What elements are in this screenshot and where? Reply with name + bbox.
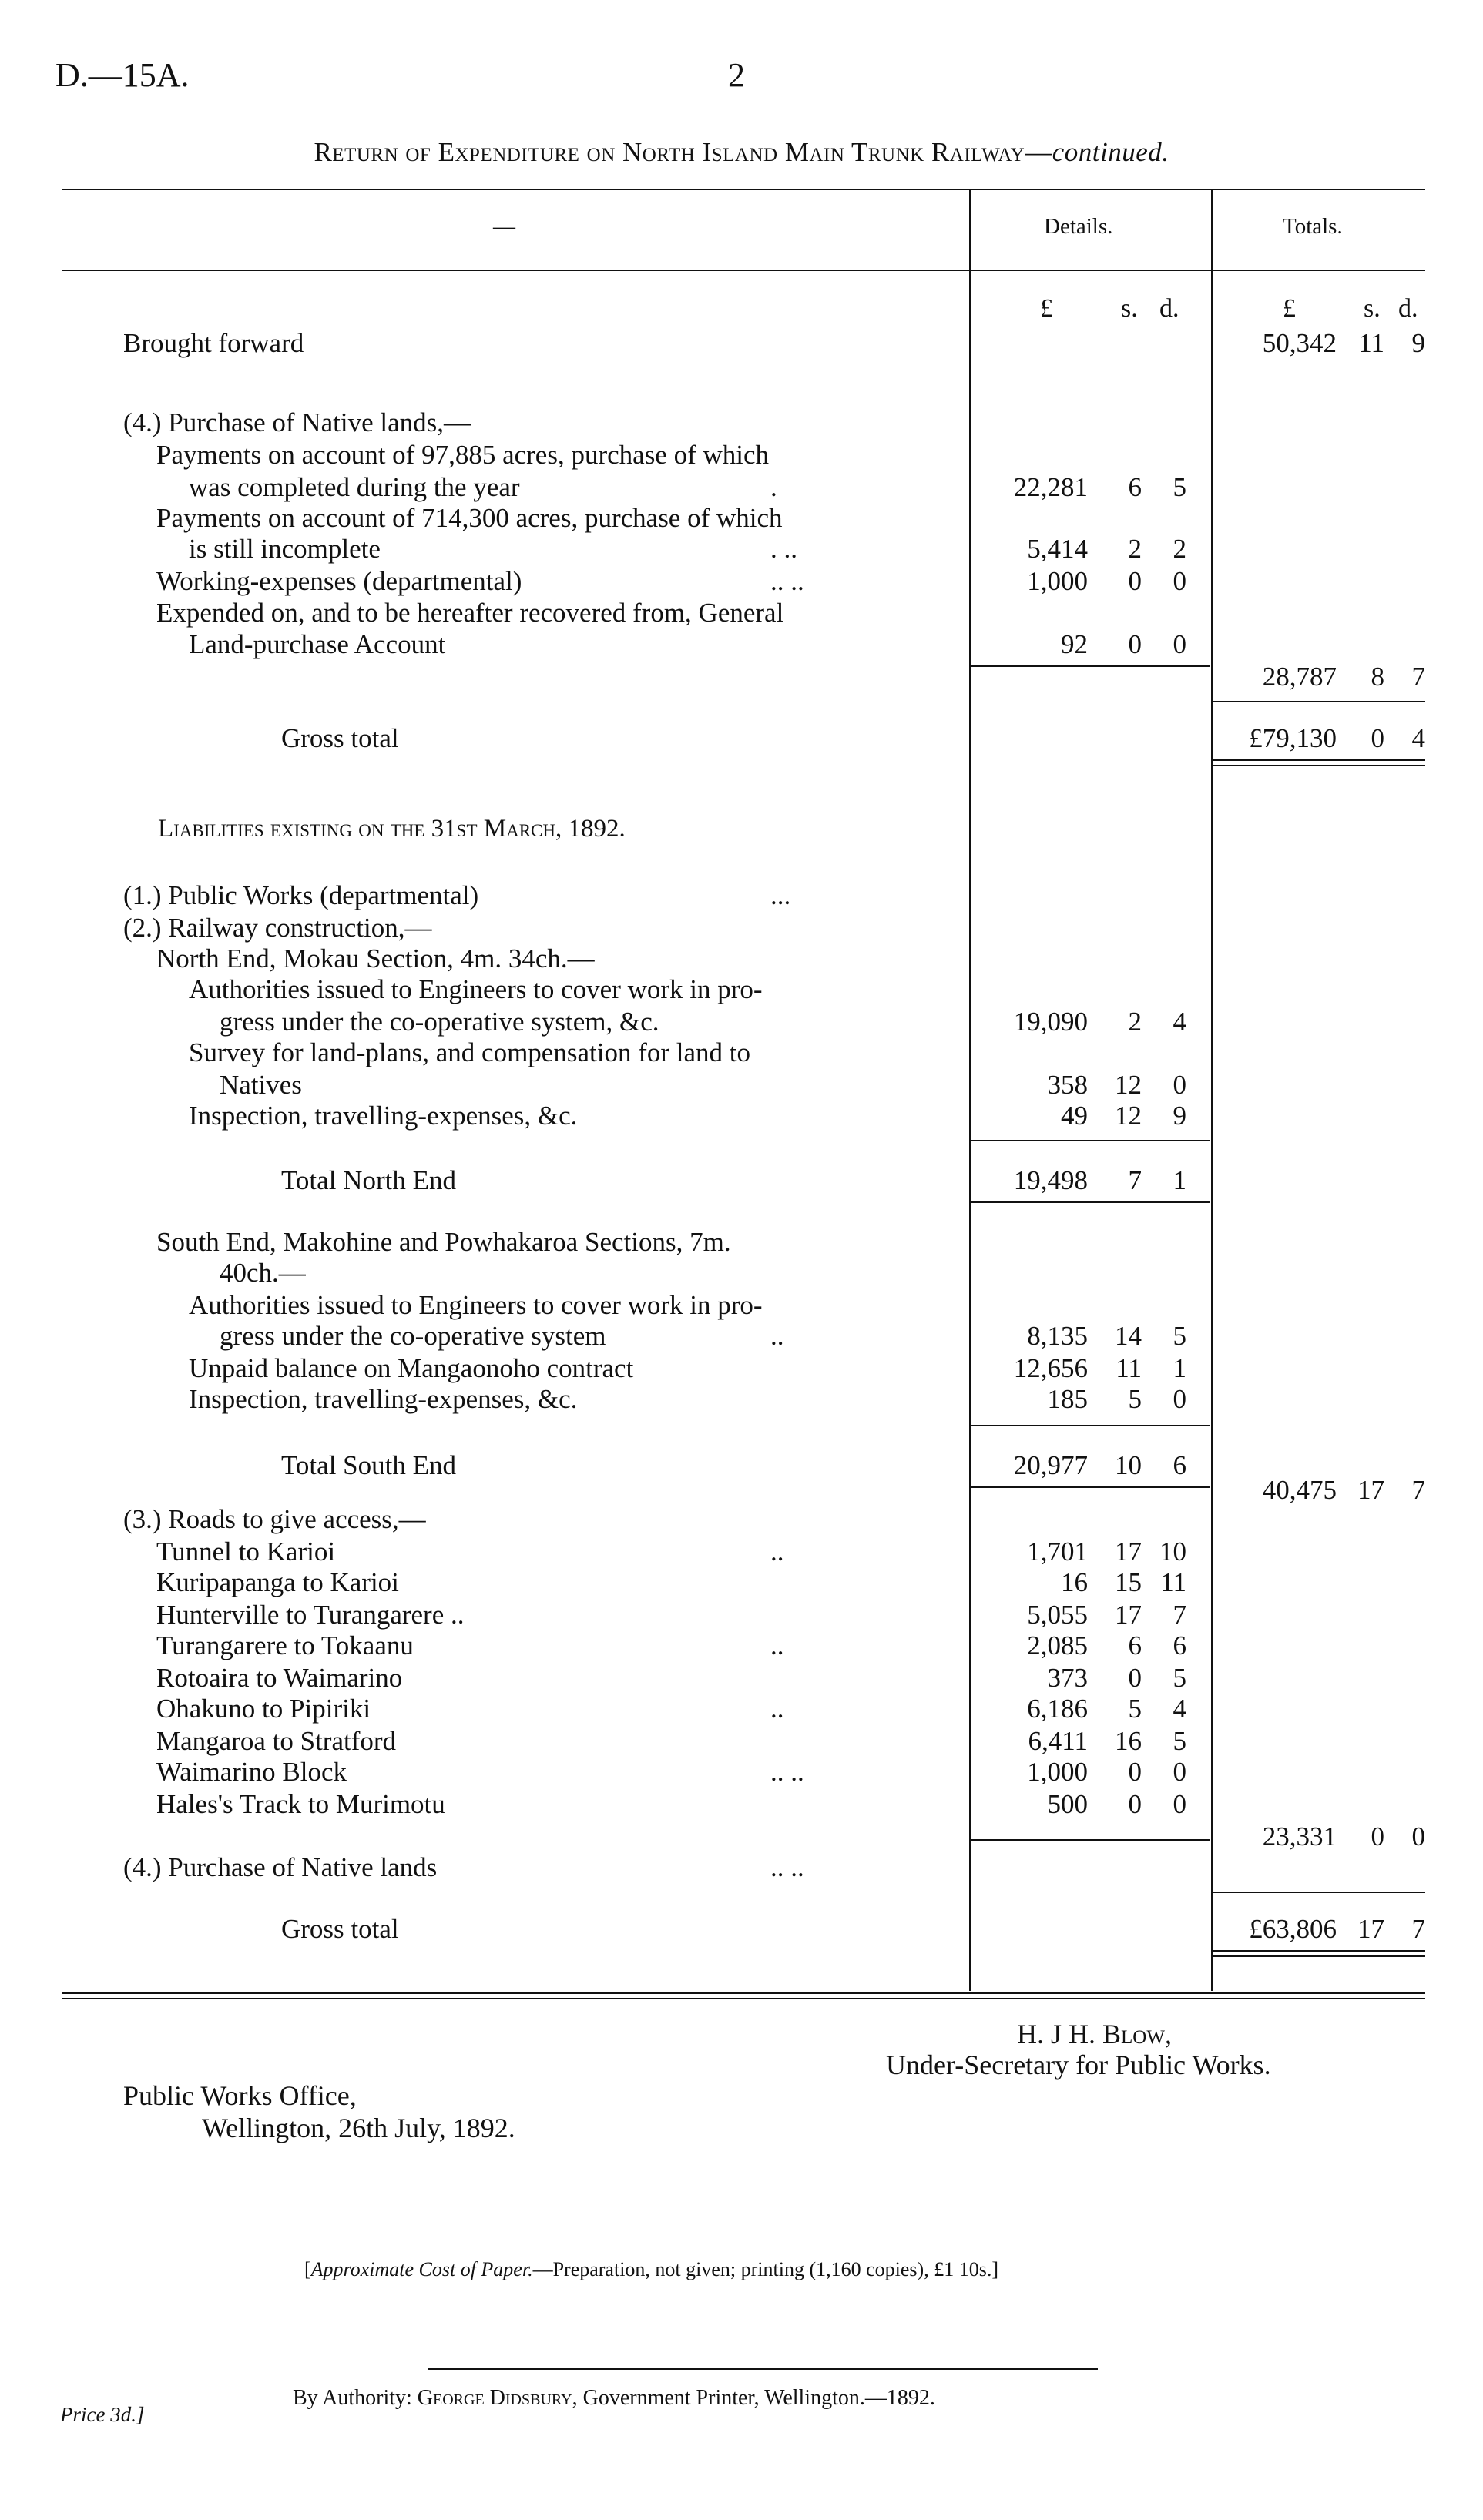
det-pence: 5 (1173, 1663, 1186, 1693)
row-label: Waimarino Block (156, 1757, 347, 1787)
rule-gross-total-1-double (1213, 759, 1425, 761)
det-pounds: 19,498 (1013, 1165, 1088, 1195)
table-bottom-rule-2 (62, 1998, 1425, 1999)
row-label: Gross total (281, 1914, 399, 1944)
table-row (0, 1567, 1483, 1599)
det-pence: 11 (1160, 1567, 1186, 1597)
det-shillings: 5 (1128, 1384, 1142, 1414)
det-pounds: 5,055 (1027, 1600, 1088, 1630)
signatory-name (1017, 2018, 1172, 2050)
totals-shilling-header: s. (1364, 294, 1381, 323)
page-title (0, 137, 1483, 168)
det-pounds: 12,656 (1013, 1353, 1088, 1383)
leader-dots: . .. (770, 534, 797, 564)
row-label: Survey for land-plans, and compensation for land to (189, 1037, 750, 1067)
rule-gross-total-2-top (1213, 1892, 1425, 1893)
table-row (0, 1756, 1483, 1788)
leader-dots: . (770, 472, 777, 502)
table-row (0, 597, 1483, 629)
table-row (0, 471, 1483, 504)
office-line-2: Wellington, 26th July, 1892. (202, 2113, 515, 2143)
det-pounds: 373 (1047, 1663, 1088, 1693)
tot-shillings: 17 (1357, 1475, 1384, 1505)
row-label: (4.) Purchase of Native lands,— (123, 407, 471, 437)
det-pounds: 6,186 (1027, 1694, 1088, 1724)
tot-pounds: £63,806 (1249, 1914, 1337, 1944)
row-label: Authorities issued to Engineers to cover work in pro- (189, 1290, 763, 1320)
tot-pence: 9 (1411, 328, 1425, 358)
table-row (0, 1662, 1483, 1694)
table-row (0, 1320, 1483, 1352)
leader-dots: .. (770, 1536, 784, 1567)
office-line-1: Public Works Office, (123, 2080, 357, 2111)
price (60, 2403, 144, 2427)
det-pence: 0 (1173, 629, 1186, 659)
header-bottom-rule (62, 270, 1425, 271)
row-label: Ohakuno to Pipiriki (156, 1694, 371, 1724)
row-label: (2.) Railway construction,— (123, 913, 432, 943)
det-shillings: 0 (1128, 1757, 1142, 1787)
det-pence: 4 (1173, 1694, 1186, 1724)
det-pounds: 6,411 (1028, 1726, 1088, 1756)
row-label: gress under the co-operative system (220, 1321, 606, 1351)
det-pounds: 500 (1047, 1789, 1088, 1819)
row-label: Turangarere to Tokaanu (156, 1630, 414, 1660)
price-text: Price 3d.] (60, 2403, 145, 2426)
tot-pence: 0 (1411, 1821, 1425, 1851)
det-pounds: 16 (1061, 1567, 1088, 1597)
row-label: Payments on account of 97,885 acres, purchase of which (156, 440, 770, 470)
row-label: Kuripapanga to Karioi (156, 1567, 399, 1597)
rule-north-end-top (971, 1140, 1210, 1141)
leader-dots: .. (770, 1321, 784, 1351)
row-label: Hales's Track to Murimotu (156, 1789, 445, 1819)
leader-dots: .. .. (770, 566, 804, 596)
table-row (0, 661, 1483, 693)
det-pence: 5 (1173, 1726, 1186, 1756)
table-row (0, 912, 1483, 944)
table-row (0, 628, 1483, 661)
title-suffix: continued. (1052, 137, 1169, 167)
det-pence: 0 (1173, 1070, 1186, 1100)
imprint-rule (428, 2368, 1098, 2370)
table-row (0, 1693, 1483, 1725)
table-row (0, 1503, 1483, 1536)
table-row (0, 1257, 1483, 1289)
table-row (0, 439, 1483, 471)
det-pounds: 2,085 (1027, 1630, 1088, 1660)
tot-pence: 4 (1411, 723, 1425, 753)
rule-gross-total-1-double-b (1213, 765, 1425, 766)
det-pence: 1 (1173, 1165, 1186, 1195)
tot-pounds: 50,342 (1262, 328, 1337, 358)
det-shillings: 16 (1115, 1726, 1142, 1756)
imprint-printer: George Didsbury, (417, 2386, 578, 2410)
row-label: South End, Makohine and Powhakaroa Sections, 7m. (156, 1227, 731, 1257)
tot-shillings: 11 (1358, 328, 1384, 358)
table-row (0, 1006, 1483, 1038)
table-row (0, 943, 1483, 975)
row-label: North End, Mokau Section, 4m. 34ch.— (156, 943, 595, 973)
table-row (0, 1037, 1483, 1069)
det-shillings: 6 (1128, 1630, 1142, 1660)
rule-gross-total-2-bottom (1213, 1950, 1425, 1952)
table-row (0, 973, 1483, 1006)
row-label: Total South End (281, 1450, 456, 1480)
table-row (0, 880, 1483, 912)
row-label: 40ch.— (220, 1258, 306, 1288)
det-shillings: 0 (1128, 566, 1142, 596)
table-row (0, 1383, 1483, 1416)
det-pounds: 92 (1061, 629, 1088, 659)
det-pounds: 1,701 (1027, 1536, 1088, 1567)
det-shillings: 0 (1128, 1789, 1142, 1819)
det-shillings: 7 (1128, 1165, 1142, 1195)
row-label: Hunterville to Turangarere .. (156, 1600, 465, 1630)
cost-note: [Approximate Cost of Paper.—Preparation, not given; printing (1,160 copies), £1 10s.] (304, 2258, 998, 2280)
row-label: is still incomplete (189, 534, 381, 564)
det-shillings: 17 (1115, 1536, 1142, 1567)
totals-pound-header: £ (1283, 294, 1296, 323)
table-row (0, 1821, 1483, 1853)
table-row (0, 565, 1483, 598)
row-label: (1.) Public Works (departmental) (123, 880, 479, 910)
table-row (0, 1100, 1483, 1132)
det-shillings: 0 (1128, 1663, 1142, 1693)
row-label: Working-expenses (departmental) (156, 566, 522, 596)
table-row (0, 813, 1483, 845)
table-row (0, 1536, 1483, 1568)
row-label: Expended on, and to be hereafter recovered from, General (156, 598, 784, 628)
tot-shillings: 0 (1371, 1821, 1384, 1851)
det-pence: 0 (1173, 1757, 1186, 1787)
imprint-rest: Government Printer, Wellington.—1892. (582, 2386, 935, 2410)
tot-pounds: 40,475 (1262, 1475, 1337, 1505)
det-pence: 7 (1173, 1600, 1186, 1630)
table-row (0, 1788, 1483, 1821)
table-row (0, 327, 1483, 360)
table-top-rule (62, 189, 1425, 190)
row-label: Tunnel to Karioi (156, 1536, 336, 1567)
table-row (0, 502, 1483, 534)
det-shillings: 15 (1115, 1567, 1142, 1597)
rule-south-end-top (971, 1425, 1210, 1426)
cost-note-label: Approximate Cost of Paper. (310, 2258, 533, 2280)
imprint-by: By Authority: (293, 2386, 412, 2410)
table-row (0, 1289, 1483, 1322)
det-pounds: 5,414 (1027, 534, 1088, 564)
tot-shillings: 17 (1357, 1914, 1384, 1944)
row-label: Unpaid balance on Mangaonoho contract (189, 1353, 634, 1383)
det-pence: 5 (1173, 1321, 1186, 1351)
table-row (0, 1069, 1483, 1101)
table-row (0, 1599, 1483, 1631)
det-shillings: 5 (1128, 1694, 1142, 1724)
tot-pence: 7 (1411, 1475, 1425, 1505)
det-shillings: 14 (1115, 1321, 1142, 1351)
leader-dots: .. .. (770, 1852, 804, 1882)
tot-shillings: 8 (1371, 662, 1384, 692)
rule-roads-total (971, 1839, 1210, 1841)
rule-north-end-bottom (971, 1201, 1210, 1203)
row-label: Rotoaira to Waimarino (156, 1663, 403, 1693)
totals-column-header: Totals. (1283, 214, 1343, 239)
row-label: (4.) Purchase of Native lands (123, 1852, 438, 1882)
det-pence: 10 (1159, 1536, 1186, 1567)
det-pence: 4 (1173, 1007, 1186, 1037)
rule-gross-total-2-bottom-b (1213, 1955, 1425, 1957)
table-row (0, 1725, 1483, 1758)
table-row (0, 1851, 1483, 1884)
signatory-name-text: H. J H. Blow, (1017, 2019, 1172, 2049)
blank-column-header: — (493, 214, 515, 239)
rule-gross-total-1 (1213, 701, 1425, 702)
page-number: 2 (728, 56, 745, 94)
table-row (0, 1474, 1483, 1506)
table-row (0, 1352, 1483, 1385)
tot-pounds: 23,331 (1262, 1821, 1337, 1851)
det-pounds: 1,000 (1027, 566, 1088, 596)
details-column-header: Details. (1044, 214, 1113, 239)
row-label: Natives (220, 1070, 302, 1100)
row-label: Inspection, travelling-expenses, &c. (189, 1101, 578, 1131)
det-shillings: 11 (1116, 1353, 1142, 1383)
det-shillings: 2 (1128, 534, 1142, 564)
det-pence: 5 (1173, 472, 1186, 502)
det-shillings: 2 (1128, 1007, 1142, 1037)
totals-pence-header: d. (1398, 294, 1418, 323)
title-main: Return of Expenditure on North Island Main Trunk Railway— (314, 137, 1052, 167)
det-pence: 1 (1173, 1353, 1186, 1383)
det-pence: 9 (1173, 1101, 1186, 1131)
det-pounds: 8,135 (1027, 1321, 1088, 1351)
det-pounds: 49 (1061, 1101, 1088, 1131)
row-label: Payments on account of 714,300 acres, purchase of which (156, 503, 783, 533)
det-pounds: 358 (1047, 1070, 1088, 1100)
det-pence: 0 (1173, 566, 1186, 596)
det-shillings: 10 (1115, 1450, 1142, 1480)
table-row (0, 1630, 1483, 1662)
det-pence: 6 (1173, 1450, 1186, 1480)
row-label: Authorities issued to Engineers to cover work in pro- (189, 974, 763, 1004)
rule-south-end-bottom (971, 1486, 1210, 1488)
tot-pence: 7 (1411, 662, 1425, 692)
det-shillings: 0 (1128, 629, 1142, 659)
leader-dots: .. (770, 1694, 784, 1724)
det-pounds: 1,000 (1027, 1757, 1088, 1787)
det-shillings: 12 (1115, 1070, 1142, 1100)
rule-native-lands-details (971, 665, 1210, 667)
table-row (0, 533, 1483, 565)
details-pound-header: £ (1040, 294, 1053, 323)
table-row (0, 722, 1483, 755)
row-label: Liabilities existing on the 31st March, 1892. (158, 815, 626, 843)
details-pence-header: d. (1159, 294, 1179, 323)
det-pence: 6 (1173, 1630, 1186, 1660)
table-row (0, 1913, 1483, 1945)
row-label: (3.) Roads to give access,— (123, 1504, 426, 1534)
tot-shillings: 0 (1371, 723, 1384, 753)
det-pounds: 22,281 (1013, 472, 1088, 502)
det-pence: 0 (1173, 1789, 1186, 1819)
table-row (0, 407, 1483, 439)
tot-pence: 7 (1411, 1914, 1425, 1944)
leader-dots: .. .. (770, 1757, 804, 1787)
leader-dots: ... (770, 880, 791, 910)
table-row (0, 1164, 1483, 1197)
imprint (293, 2386, 935, 2411)
row-label: Land-purchase Account (189, 629, 446, 659)
det-pounds: 185 (1047, 1384, 1088, 1414)
row-label: Mangaroa to Stratford (156, 1726, 397, 1756)
det-shillings: 12 (1115, 1101, 1142, 1131)
row-label: Inspection, travelling-expenses, &c. (189, 1384, 578, 1414)
table-bottom-rule (62, 1992, 1425, 1994)
table-row (0, 1226, 1483, 1258)
row-label: gress under the co-operative system, &c. (220, 1007, 659, 1037)
row-label: Brought forward (123, 328, 304, 358)
row-label: Total North End (281, 1165, 456, 1195)
det-pounds: 19,090 (1013, 1007, 1088, 1037)
det-pence: 2 (1173, 534, 1186, 564)
row-label: Gross total (281, 723, 399, 753)
details-shilling-header: s. (1121, 294, 1138, 323)
tot-pounds: £79,130 (1249, 723, 1337, 753)
tot-pounds: 28,787 (1262, 662, 1337, 692)
signatory-title: Under-Secretary for Public Works. (886, 2049, 1271, 2080)
det-pence: 0 (1173, 1384, 1186, 1414)
doc-reference: D.—15A. (55, 56, 190, 94)
leader-dots: .. (770, 1630, 784, 1660)
det-shillings: 6 (1128, 472, 1142, 502)
cost-note-text: —Preparation, not given; printing (1,160 copies), £1 10s. (532, 2258, 992, 2280)
row-label: was completed during the year (189, 472, 520, 502)
det-shillings: 17 (1115, 1600, 1142, 1630)
det-pounds: 20,977 (1013, 1450, 1088, 1480)
